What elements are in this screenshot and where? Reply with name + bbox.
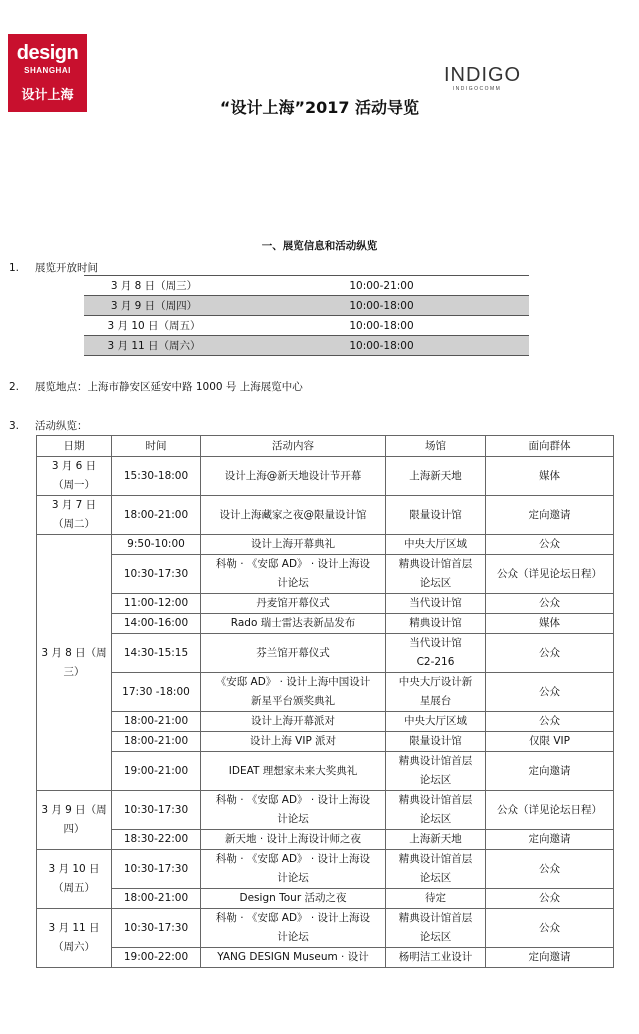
hours-row: [84, 336, 529, 356]
header-audience: 面向群体: [486, 436, 614, 457]
schedule-venue: [386, 555, 486, 594]
item-text: 展览地点：上海市静安区延安中路 1000 号 上海展览中心: [35, 381, 303, 393]
schedule-venue: [386, 909, 486, 948]
header-time: 时间: [112, 436, 201, 457]
schedule-event: [201, 555, 386, 594]
schedule-audience: 公众: [486, 535, 614, 555]
item-text: 展览开放时间: [35, 262, 98, 274]
schedule-event: [201, 712, 386, 732]
hours-time: 10:00-18:00: [224, 336, 529, 356]
schedule-time: 18:30-22:00: [112, 830, 201, 850]
cell-line: 计论坛: [277, 872, 309, 884]
cell-line: 科勒 · 《安邸 AD》 · 设计上海设: [215, 912, 371, 924]
cell-line: 中央大厅设计新: [398, 676, 473, 688]
schedule-venue: [386, 535, 486, 555]
schedule-event: [201, 614, 386, 634]
table-row: [37, 791, 614, 830]
schedule-audience: 媒体: [486, 457, 614, 496]
schedule-time: 9:50-10:00: [112, 535, 201, 555]
schedule-venue: [386, 712, 486, 732]
cell-line: 科勒 · 《安邸 AD》 · 设计上海设: [215, 853, 371, 865]
item-number: 3.: [9, 420, 20, 432]
hours-date: 3 月 9 日（周四）: [84, 296, 224, 316]
schedule-audience: 公众（详见论坛日程）: [486, 555, 614, 594]
cell-line: （周五）: [53, 882, 95, 894]
header-venue: 场馆: [386, 436, 486, 457]
schedule-event: [201, 457, 386, 496]
schedule-time: 10:30-17:30: [112, 909, 201, 948]
cell-line: 芬兰馆开幕仪式: [256, 646, 330, 659]
schedule-date: [37, 909, 112, 968]
schedule-venue: [386, 791, 486, 830]
schedule-audience: 媒体: [486, 614, 614, 634]
cell-line: 3 月 10 日: [48, 863, 100, 875]
indigo-logo-main: INDIGO: [444, 64, 522, 86]
schedule-event: [201, 673, 386, 712]
schedule-header-row: [37, 436, 614, 457]
table-row: [37, 535, 614, 555]
hours-time: 10:00-21:00: [224, 276, 529, 296]
schedule-time: 10:30-17:30: [112, 791, 201, 830]
cell-line: 待定: [425, 892, 446, 904]
cell-line: 新天地 · 设计上海设计师之夜: [224, 833, 361, 845]
table-row: [37, 457, 614, 496]
schedule-event: [201, 889, 386, 909]
hours-time: 10:00-18:00: [224, 316, 529, 336]
hours-date: 3 月 10 日（周五）: [84, 316, 224, 336]
schedule-time: 10:30-17:30: [112, 850, 201, 889]
schedule-venue: [386, 673, 486, 712]
hours-row: [84, 296, 529, 316]
cell-line: 3 月 6 日: [51, 460, 97, 472]
schedule-time: 14:30-15:15: [112, 634, 201, 673]
item-overview: [9, 418, 88, 433]
schedule-audience: 定向邀请: [486, 948, 614, 968]
logo-line-chinese: 设计上海: [21, 88, 74, 103]
schedule-time: 17:30 -18:00: [112, 673, 201, 712]
schedule-time: 11:00-12:00: [112, 594, 201, 614]
schedule-audience: 公众: [486, 909, 614, 948]
schedule-date: [37, 850, 112, 909]
page-title: “设计上海”2017 活动导览: [219, 98, 420, 117]
hours-time: 10:00-18:00: [224, 296, 529, 316]
schedule-audience: 公众: [486, 673, 614, 712]
schedule-event: [201, 496, 386, 535]
schedule-audience: 定向邀请: [486, 830, 614, 850]
cell-line: 科勒 · 《安邸 AD》 · 设计上海设: [215, 794, 371, 806]
schedule-table: [36, 435, 614, 968]
table-row: [37, 830, 614, 850]
cell-line: Design Tour 活动之夜: [239, 892, 347, 904]
cell-line: Rado 瑞士雷达表新品发布: [230, 617, 356, 629]
hours-date: 3 月 11 日（周六）: [84, 336, 224, 356]
table-row: [37, 909, 614, 948]
schedule-date: [37, 791, 112, 850]
cell-line: 3 月 8 日（周: [41, 646, 107, 659]
item-venue: [9, 379, 303, 394]
cell-line: 中央大厅区域: [404, 715, 467, 727]
schedule-date: [37, 535, 112, 791]
schedule-venue: [386, 732, 486, 752]
schedule-time: 19:00-22:00: [112, 948, 201, 968]
table-row: [37, 614, 614, 634]
cell-line: 精典设计馆首层: [398, 853, 473, 865]
cell-line: 设计上海藏家之夜@限量设计馆: [219, 508, 367, 521]
cell-line: IDEAT 理想家未来大奖典礼: [228, 764, 358, 777]
cell-line: 中央大厅区域: [404, 538, 467, 550]
cell-line: 设计上海开幕典礼: [251, 538, 335, 550]
cell-line: 当代设计馆: [409, 637, 462, 649]
schedule-audience: 定向邀请: [486, 752, 614, 791]
cell-line: 计论坛: [277, 813, 309, 825]
schedule-time: 18:00-21:00: [112, 712, 201, 732]
indigo-logo: [444, 64, 522, 96]
table-row: [37, 850, 614, 889]
schedule-event: [201, 634, 386, 673]
schedule-audience: 公众: [486, 594, 614, 614]
cell-line: 当代设计馆: [409, 597, 462, 609]
hours-date: 3 月 8 日（周三）: [84, 276, 224, 296]
hours-row: [84, 276, 529, 296]
schedule-venue: [386, 634, 486, 673]
schedule-event: [201, 948, 386, 968]
schedule-time: 18:00-21:00: [112, 496, 201, 535]
schedule-audience: 仅限 VIP: [486, 732, 614, 752]
item-text: 活动纵览：: [35, 420, 88, 432]
cell-line: 计论坛: [277, 577, 309, 589]
logo-line-shanghai: SHANGHAI: [24, 66, 71, 75]
cell-line: 四）: [63, 823, 85, 835]
cell-line: 论坛区: [419, 577, 452, 589]
hours-row: [84, 316, 529, 336]
cell-line: 计论坛: [277, 931, 309, 943]
schedule-audience: 公众: [486, 889, 614, 909]
table-row: [37, 594, 614, 614]
cell-line: 3 月 7 日: [51, 499, 97, 511]
cell-line: 论坛区: [419, 931, 452, 943]
cell-line: 上海新天地: [409, 469, 462, 482]
schedule-time: 18:00-21:00: [112, 732, 201, 752]
item-number: 1.: [9, 262, 20, 274]
table-row: [37, 732, 614, 752]
schedule-venue: [386, 830, 486, 850]
schedule-venue: [386, 614, 486, 634]
cell-line: 设计上海 VIP 派对: [249, 735, 337, 747]
header-date: 日期: [37, 436, 112, 457]
schedule-time: 10:30-17:30: [112, 555, 201, 594]
schedule-venue: [386, 889, 486, 909]
cell-line: 精典设计馆首层: [398, 558, 473, 570]
schedule-event: [201, 909, 386, 948]
cell-line: 3 月 9 日（周: [41, 804, 107, 816]
cell-line: YANG DESIGN Museum · 设计: [217, 951, 369, 963]
schedule-audience: 定向邀请: [486, 496, 614, 535]
schedule-venue: [386, 850, 486, 889]
schedule-audience: 公众: [486, 850, 614, 889]
opening-hours-table: [84, 275, 529, 356]
cell-line: （周一）: [53, 479, 95, 491]
logo-line-design: design: [16, 42, 79, 64]
schedule-venue: [386, 752, 486, 791]
table-row: [37, 673, 614, 712]
schedule-venue: [386, 948, 486, 968]
header-event: 活动内容: [201, 436, 386, 457]
schedule-audience: 公众（详见论坛日程）: [486, 791, 614, 830]
cell-line: 限量设计馆: [409, 508, 462, 521]
cell-line: 设计上海开幕派对: [251, 715, 335, 727]
cell-line: 精典设计馆首层: [398, 794, 473, 806]
table-row: [37, 634, 614, 673]
schedule-event: [201, 850, 386, 889]
schedule-time: 15:30-18:00: [112, 457, 201, 496]
cell-line: 精典设计馆: [409, 617, 462, 629]
cell-line: 《安邸 AD》 · 设计上海中国设计: [215, 676, 371, 688]
table-row: [37, 555, 614, 594]
cell-line: 新星平台颁奖典礼: [251, 695, 335, 707]
item-opening-hours: [9, 260, 98, 275]
cell-line: 论坛区: [419, 813, 452, 825]
schedule-event: [201, 791, 386, 830]
cell-line: 论坛区: [419, 774, 452, 786]
schedule-event: [201, 830, 386, 850]
table-row: [37, 889, 614, 909]
cell-line: 杨明洁工业设计: [398, 951, 473, 963]
schedule-event: [201, 594, 386, 614]
indigo-logo-sub: INDIGOCOMM: [452, 86, 502, 92]
schedule-event: [201, 752, 386, 791]
schedule-date: [37, 457, 112, 496]
schedule-date: [37, 496, 112, 535]
cell-line: 科勒 · 《安邸 AD》 · 设计上海设: [215, 558, 371, 570]
schedule-time: 18:00-21:00: [112, 889, 201, 909]
table-row: [37, 948, 614, 968]
cell-line: 精典设计馆首层: [398, 755, 473, 767]
cell-line: 3 月 11 日: [48, 922, 100, 934]
table-row: [37, 752, 614, 791]
cell-line: 丹麦馆开幕仪式: [256, 597, 330, 609]
schedule-time: 14:00-16:00: [112, 614, 201, 634]
schedule-event: [201, 535, 386, 555]
cell-line: C2-216: [416, 656, 455, 668]
item-number: 2.: [9, 381, 20, 393]
cell-line: 论坛区: [419, 872, 452, 884]
schedule-venue: [386, 457, 486, 496]
table-row: [37, 712, 614, 732]
schedule-event: [201, 732, 386, 752]
cell-line: 限量设计馆: [409, 735, 462, 747]
schedule-audience: 公众: [486, 634, 614, 673]
schedule-audience: 公众: [486, 712, 614, 732]
table-row: [37, 496, 614, 535]
cell-line: 星展台: [419, 695, 452, 707]
cell-line: 精典设计馆首层: [398, 912, 473, 924]
schedule-venue: [386, 496, 486, 535]
schedule-venue: [386, 594, 486, 614]
schedule-time: 19:00-21:00: [112, 752, 201, 791]
cell-line: 三）: [63, 665, 85, 678]
cell-line: 上海新天地: [409, 833, 462, 845]
cell-line: 设计上海@新天地设计节开幕: [224, 469, 362, 482]
cell-line: （周六）: [53, 941, 95, 953]
cell-line: （周二）: [53, 518, 95, 530]
section-title: 一、展览信息和活动纵览: [261, 240, 378, 252]
